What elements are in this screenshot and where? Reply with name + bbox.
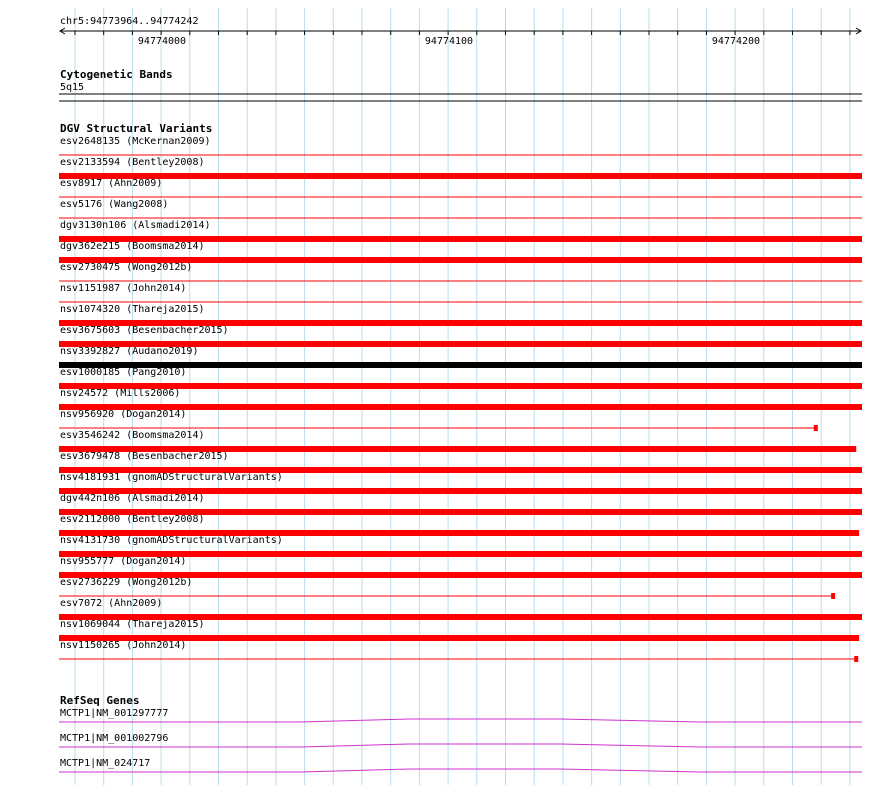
refseq-gene-intron-line[interactable] — [59, 744, 862, 747]
dgv-variant-row[interactable] — [59, 283, 862, 302]
refseq-gene-row[interactable] — [59, 708, 862, 722]
dgv-variant-label: nsv956920 (Dogan2014) — [60, 409, 187, 420]
dgv-variant-row[interactable] — [59, 430, 856, 452]
dgv-variant-row[interactable] — [59, 346, 862, 368]
dgv-variant-label: esv3679478 (Besenbacher2015) — [60, 451, 229, 462]
dgv-variant-row[interactable] — [59, 451, 862, 473]
dgv-variant-label: esv2133594 (Bentley2008) — [60, 157, 205, 168]
dgv-variant-row[interactable] — [59, 262, 862, 281]
ruler-tick-label: 94774200 — [711, 36, 761, 47]
dgv-variant-row[interactable] — [59, 409, 818, 431]
cytoband-track[interactable] — [59, 68, 862, 101]
dgv-variant-row[interactable] — [59, 556, 862, 578]
dgv-variant-label: nsv1151987 (John2014) — [60, 283, 187, 294]
dgv-variant-row[interactable] — [59, 199, 862, 218]
dgv-variant-label: esv2730475 (Wong2012b) — [60, 262, 193, 273]
dgv-variant-label: esv7072 (Ahn2009) — [60, 598, 163, 609]
dgv-variant-row[interactable] — [59, 220, 862, 242]
dgv-variant-row[interactable] — [59, 535, 862, 557]
dgv-variant-label: esv2112000 (Bentley2008) — [60, 514, 205, 525]
dgv-variant-bar[interactable] — [59, 173, 862, 179]
dgv-variant-row[interactable] — [59, 577, 835, 599]
refseq-track-title: RefSeq Genes — [60, 694, 140, 707]
refseq-track[interactable] — [59, 694, 862, 772]
cytoband-label: 5q15 — [60, 82, 85, 93]
dgv-variant-label: nsv1074320 (Thareja2015) — [60, 304, 205, 315]
dgv-variant-row[interactable] — [59, 640, 858, 662]
dgv-variant-row[interactable] — [59, 493, 862, 515]
dgv-variant-label: esv1000185 (Pang2010) — [60, 367, 187, 378]
cytoband-track-title: Cytogenetic Bands — [60, 68, 173, 81]
ruler-axis — [60, 28, 861, 35]
dgv-track-title: DGV Structural Variants — [60, 122, 213, 135]
dgv-variant-label: esv3546242 (Boomsma2014) — [60, 430, 205, 441]
dgv-variant-label: nsv1150265 (John2014) — [60, 640, 187, 651]
dgv-variant-block[interactable] — [854, 656, 858, 662]
dgv-variant-row[interactable] — [59, 325, 862, 347]
refseq-gene-label: MCTP1|NM_024717 — [60, 758, 151, 769]
dgv-variant-label: dgv3130n106 (Alsmadi2014) — [60, 220, 211, 231]
refseq-gene-label: MCTP1|NM_001002796 — [60, 733, 169, 744]
dgv-variant-label: nsv3392827 (Audano2019) — [60, 346, 199, 357]
refseq-gene-intron-line[interactable] — [59, 769, 862, 772]
dgv-variant-label: esv2736229 (Wong2012b) — [60, 577, 193, 588]
dgv-variant-row[interactable] — [59, 241, 862, 263]
position-label: chr5:94773964..94774242 — [60, 16, 199, 27]
refseq-gene-label: MCTP1|NM_001297777 — [60, 708, 169, 719]
dgv-variant-row[interactable] — [59, 388, 862, 410]
dgv-variant-label: nsv24572 (Mills2006) — [60, 388, 181, 399]
dgv-variant-label: esv8917 (Ahn2009) — [60, 178, 163, 189]
dgv-variant-label: nsv4131730 (gnomADStructuralVariants) — [60, 535, 283, 546]
dgv-variant-row[interactable] — [59, 178, 862, 197]
dgv-track[interactable] — [59, 122, 862, 662]
dgv-variant-row[interactable] — [59, 514, 859, 536]
dgv-variant-label: dgv362e215 (Boomsma2014) — [60, 241, 205, 252]
dgv-variant-label: esv3675603 (Besenbacher2015) — [60, 325, 229, 336]
refseq-gene-intron-line[interactable] — [59, 719, 862, 722]
refseq-gene-row[interactable] — [59, 733, 862, 747]
dgv-variant-label: nsv955777 (Dogan2014) — [60, 556, 187, 567]
dgv-variant-row[interactable] — [59, 136, 862, 155]
dgv-variant-label: esv2648135 (McKernan2009) — [60, 136, 211, 147]
dgv-variant-label: esv5176 (Wang2008) — [60, 199, 169, 210]
dgv-variant-row[interactable] — [59, 472, 862, 494]
ruler-tick-label: 94774100 — [424, 36, 474, 47]
dgv-variant-row[interactable] — [59, 157, 862, 179]
ruler-track[interactable] — [60, 16, 861, 47]
dgv-variant-block[interactable] — [814, 425, 818, 431]
dgv-variant-row[interactable] — [59, 367, 862, 389]
dgv-variant-label: dgv442n106 (Alsmadi2014) — [60, 493, 205, 504]
dgv-variant-label: nsv1069044 (Thareja2015) — [60, 619, 205, 630]
dgv-variant-label: nsv4181931 (gnomADStructuralVariants) — [60, 472, 283, 483]
dgv-variant-row[interactable] — [59, 304, 862, 326]
dgv-variant-block[interactable] — [831, 593, 835, 599]
refseq-gene-row[interactable] — [59, 758, 862, 772]
dgv-variant-row[interactable] — [59, 619, 859, 641]
ruler-tick-label: 94774000 — [137, 36, 187, 47]
dgv-variant-row[interactable] — [59, 598, 862, 620]
